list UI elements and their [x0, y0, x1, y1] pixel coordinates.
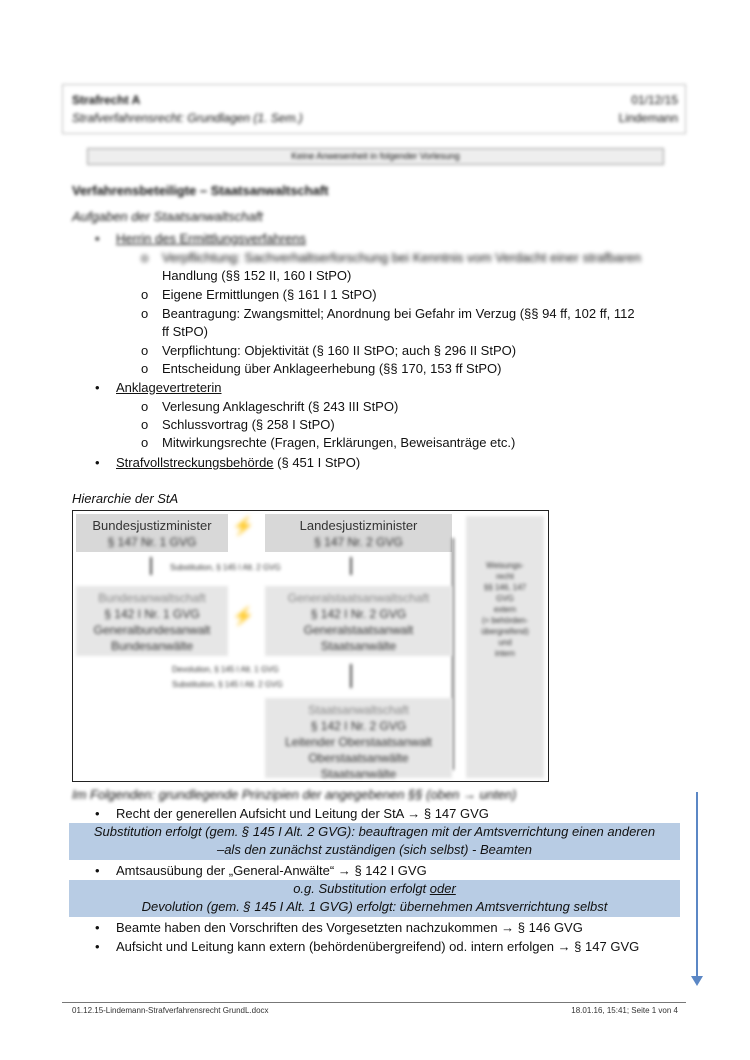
bullet-icon: • — [95, 455, 100, 470]
sta-box: Staatsanwaltschaft § 142 I Nr. 2 GVG Leitender Oberstaatsanwalt Oberstaatsanwälte Staatsanwälte — [265, 698, 452, 778]
course-title: Strafrecht A — [72, 93, 141, 107]
sub-item: Eigene Ermittlungen (§ 161 I 1 StPO) — [162, 287, 377, 302]
task-label-anklage: Anklagevertreterin — [116, 380, 222, 395]
footer-page: 18.01.16, 15:41; Seite 1 von 4 — [571, 1006, 678, 1015]
section-title: Verfahrensbeteiligte – Staatsanwaltschaft — [72, 183, 329, 198]
substitution-label: Substitution, § 145 I Alt. 2 GVG — [170, 563, 281, 572]
attendance-note: Keine Anwesenheit in folgender Vorlesung — [87, 148, 664, 165]
sub-item: Schlussvortrag (§ 258 I StPO) — [162, 417, 335, 432]
substitution-label: Substitution, § 145 I Alt. 2 GVG — [172, 680, 283, 689]
sub-item: Verlesung Anklageschrift (§ 243 III StPO) — [162, 399, 399, 414]
bundesanwaltschaft-box: Bundesanwaltschaft § 142 I Nr. 1 GVG Generalbundesanwalt Bundesanwälte — [76, 586, 228, 656]
lightning-icon: ⚡ — [232, 606, 255, 626]
arrow-down-line — [350, 557, 352, 575]
sub-bullet-icon: o — [141, 361, 149, 376]
sub-item: Mitwirkungsrechte (Fragen, Erklärungen, Beweisanträge etc.) — [162, 435, 516, 450]
sub-bullet-icon: o — [141, 417, 149, 432]
arrow-head-icon — [691, 976, 703, 986]
hierarchy-title: Hierarchie der StA — [72, 491, 179, 506]
sub-item: ff StPO) — [162, 324, 208, 339]
principle-item: Amtsausübung der „General-Anwälte“ → § 142 I GVG — [116, 863, 427, 878]
document-header — [62, 84, 686, 134]
weisungsrecht-box: Weisungs- recht §§ 146, 147 GVG extern (= behörden- übergreifend) und intern — [466, 516, 544, 778]
bullet-icon: • — [95, 380, 100, 395]
footer-divider — [62, 1002, 686, 1003]
bullet-icon: • — [95, 920, 100, 935]
lecturer-name: Lindemann — [618, 111, 678, 125]
task-label-ermittlung: Herrin des Ermittlungsverfahrens — [116, 231, 307, 246]
sub-item: Verpflichtung: Objektivität (§ 160 II StPO; auch § 296 II StPO) — [162, 343, 517, 358]
sub-item: Entscheidung über Anklageerhebung (§§ 170, 153 ff StPO) — [162, 361, 502, 376]
down-arrow-icon — [696, 792, 698, 978]
ljm-box: Landesjustizminister § 147 Nr. 2 GVG — [265, 514, 452, 552]
devolution-label: Devolution, § 145 I Alt. 1 GVG — [172, 665, 279, 674]
sub-bullet-icon: o — [141, 343, 149, 358]
header-date: 01/12/15 — [631, 93, 678, 107]
sub-item: Verpflichtung: Sachverhaltserforschung bei Kenntnis vom Verdacht einer strafbaren — [162, 250, 642, 265]
task-vollstreckung: Strafvollstreckungsbehörde (§ 451 I StPO) — [116, 455, 361, 470]
highlight-block: o.g. Substitution erfolgt oder Devolution (gem. § 145 I Alt. 1 GVG) erfolgt: übernehmen Amtsverrichtung selbst — [69, 880, 680, 917]
sub-bullet-icon: o — [141, 399, 149, 414]
sub-bullet-icon: o — [141, 250, 149, 265]
bullet-icon: • — [95, 806, 100, 821]
lightning-icon: ⚡ — [232, 516, 255, 536]
arrow-down-line — [350, 664, 352, 688]
following-line: Im Folgenden: grundlegende Prinzipien der angegebenen §§ (oben → unten) — [72, 787, 517, 802]
principle-item: Aufsicht und Leitung kann extern (behördenübergreifend) od. intern erfolgen → § 147 GVG — [116, 939, 640, 954]
bullet-icon: • — [95, 939, 100, 954]
bullet-icon: • — [95, 231, 100, 246]
gsta-box: Generalstaatsanwaltschaft § 142 I Nr. 2 GVG Generalstaatsanwalt Staatsanwälte — [265, 586, 452, 656]
highlight-block: Substitution erfolgt (gem. § 145 I Alt. 2 GVG): beauftragen mit der Amtsverrichtung einen anderen –als den zunächst zuständigen (sich selbst) - Beamten — [69, 823, 680, 860]
sub-bullet-icon: o — [141, 306, 149, 321]
principle-item: Beamte haben den Vorschriften des Vorgesetzten nachzukommen → § 146 GVG — [116, 920, 583, 935]
bjm-box: Bundesjustizminister § 147 Nr. 1 GVG — [76, 514, 228, 552]
topic-title: Strafverfahrensrecht: Grundlagen (1. Sem.) — [72, 111, 303, 125]
arrow-down-line — [452, 538, 454, 770]
sub-bullet-icon: o — [141, 435, 149, 450]
arrow-down-line — [150, 557, 152, 575]
sub-item: Beantragung: Zwangsmittel; Anordnung bei Gefahr im Verzug (§§ 94 ff, 102 ff, 112 — [162, 306, 635, 321]
subsection-title: Aufgaben der Staatsanwaltschaft — [72, 209, 263, 224]
sub-bullet-icon: o — [141, 287, 149, 302]
principle-item: Recht der generellen Aufsicht und Leitung der StA → § 147 GVG — [116, 806, 489, 821]
footer-filename: 01.12.15-Lindemann-Strafverfahrensrecht GrundL.docx — [72, 1006, 269, 1015]
sub-item: Handlung (§§ 152 II, 160 I StPO) — [162, 268, 352, 283]
bullet-icon: • — [95, 863, 100, 878]
